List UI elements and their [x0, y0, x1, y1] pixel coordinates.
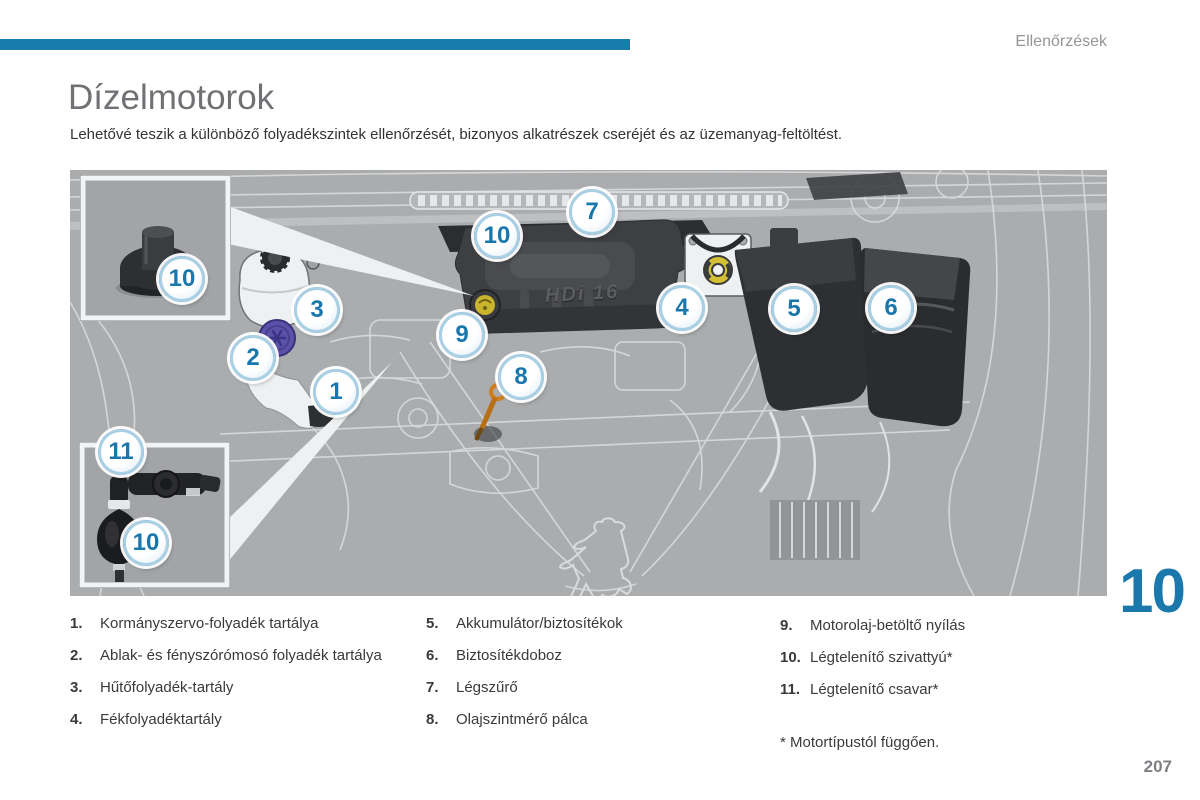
page-subtitle: Lehetővé teszik a különböző folyadékszintek ellenőrzését, bizonyos alkatrészek cseréjét és az üzemanyag-feltöltést.	[70, 126, 843, 143]
legend-item-7: 7. Légszűrő	[426, 678, 518, 696]
page-title: Dízelmotorok	[68, 78, 275, 117]
callout-7: 7	[569, 189, 615, 235]
fuse-box	[735, 228, 970, 426]
intercooler	[770, 500, 860, 560]
legend-item-4: 4. Fékfolyadéktartály	[70, 710, 222, 728]
legend-item-2: 2. Ablak- és fényszórómosó folyadék tartálya	[70, 646, 382, 664]
legend-column-1	[70, 607, 430, 735]
callout-1: 1	[313, 369, 359, 415]
inset-box-bleed-pump	[81, 176, 231, 321]
callout-2: 2	[230, 335, 276, 381]
engine-cover-badge: HDi 16	[544, 281, 620, 307]
legend-item-6: 6. Biztosítékdoboz	[426, 646, 562, 664]
legend-item-1: 1. Kormányszervo-folyadék tartálya	[70, 614, 319, 632]
callout-10-inset-top: 10	[159, 256, 205, 302]
callout-8: 8	[498, 354, 544, 400]
engine-bay-diagram	[70, 170, 1107, 596]
callout-9: 9	[439, 312, 485, 358]
chapter-number: 10	[1119, 557, 1184, 626]
callout-5: 5	[771, 286, 817, 332]
section-header: Ellenőrzések	[1015, 33, 1107, 50]
callout-6: 6	[868, 285, 914, 331]
legend-column-3	[780, 609, 1140, 705]
legend-item-11: 11. Légtelenítő csavar*	[780, 680, 939, 698]
legend-item-8: 8. Olajszintmérő pálca	[426, 710, 588, 728]
callout-10-inset-bottom: 10	[123, 520, 169, 566]
callout-3: 3	[294, 287, 340, 333]
header-accent-bar	[0, 39, 630, 50]
legend-footnote: * Motortípustól függően.	[780, 734, 940, 751]
legend-item-3: 3. Hűtőfolyadék-tartály	[70, 678, 234, 696]
page-number: 207	[1143, 757, 1172, 776]
legend-item-10: 10. Légtelenítő szivattyú*	[780, 648, 953, 666]
callout-11: 11	[98, 429, 144, 475]
legend-column-2	[426, 607, 786, 735]
callout-10-engine: 10	[474, 213, 520, 259]
legend-item-9: 9. Motorolaj-betöltő nyílás	[780, 616, 966, 634]
legend-item-5: 5. Akkumulátor/biztosítékok	[426, 614, 623, 632]
callout-4: 4	[659, 285, 705, 331]
